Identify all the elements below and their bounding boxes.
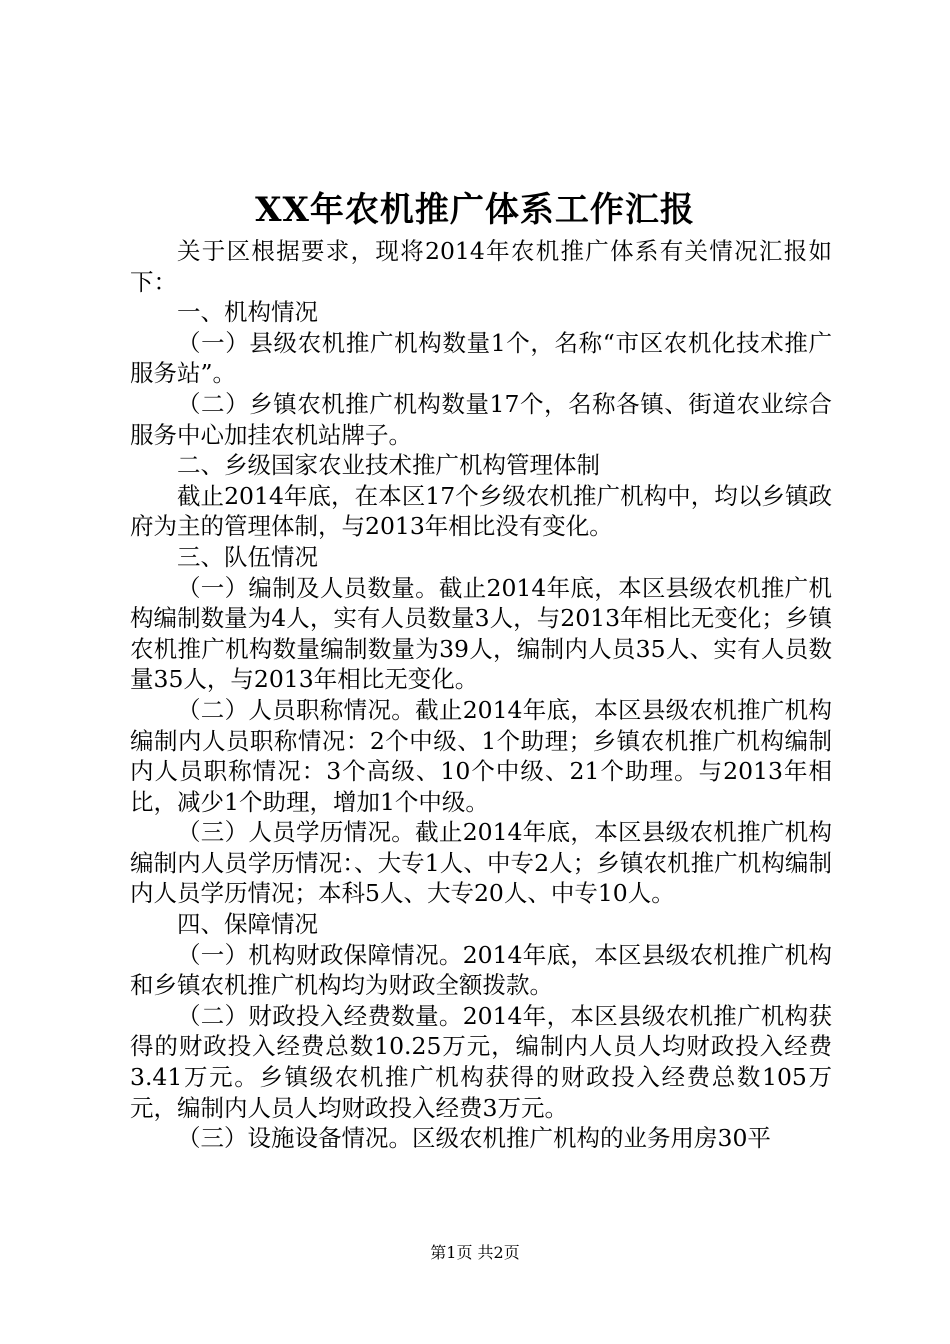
document-title: XX年农机推广体系工作汇报: [255, 190, 695, 230]
section-heading-1: 一、机构情况: [177, 298, 318, 327]
paragraph: （三）人员学历情况。截止2014年底，本区县级农机推广机构编制内人员学历情况：、大专1人、中专2人；乡镇农机推广机构编制内人员学历情况；本科5人、大专20人、中专10人。: [130, 818, 832, 908]
paragraph: 截止2014年底，在本区17个乡级农机推广机构中，均以乡镇政府为主的管理体制，与2013年相比没有变化。: [130, 481, 832, 541]
page-footer: 第1页 共2页: [430, 1243, 520, 1262]
paragraph-intro: 关于区根据要求，现将2014年农机推广体系有关情况汇报如下：: [130, 237, 832, 296]
section-heading-3: 三、队伍情况: [177, 542, 318, 571]
section-heading-4: 四、保障情况: [177, 910, 318, 939]
paragraph: （二）财政投入经费数量。2014年，本区县级农机推广机构获得的财政投入经费总数10.25万元，编制内人员人均财政投入经费3.41万元。乡镇级农机推广机构获得的财政投入经费总数105万元，编制内人员人均财政投入经费3万元。: [130, 1001, 832, 1122]
paragraph: （三）设施设备情况。区级农机推广机构的业务用房30平: [177, 1124, 771, 1153]
paragraph: （一）编制及人员数量。截止2014年底，本区县级农机推广机构编制数量为4人，实有人员数量3人，与2013年相比无变化；乡镇农机推广机构数量编制数量为39人，编制内人员35人、实有人员数量35人，与2013年相比无变化。: [130, 573, 832, 694]
paragraph: （一）县级农机推广机构数量1个，名称“市区农机化技术推广服务站”。: [130, 328, 832, 388]
section-heading-2: 二、乡级国家农业技术推广机构管理体制: [177, 451, 600, 480]
paragraph: （一）机构财政保障情况。2014年底，本区县级农机推广机构和乡镇农机推广机构均为财政全额拨款。: [130, 940, 832, 1000]
paragraph: （二）乡镇农机推广机构数量17个，名称各镇、街道农业综合服务中心加挂农机站牌子。: [130, 389, 832, 449]
paragraph: （二）人员职称情况。截止2014年底，本区县级农机推广机构编制内人员职称情况：2个中级、1个助理；乡镇农机推广机构编制内人员职称情况：3个高级、10个中级、21个助理。与2013年相比，减少1个助理，增加1个中级。: [130, 695, 832, 816]
document-body: [130, 236, 832, 1154]
